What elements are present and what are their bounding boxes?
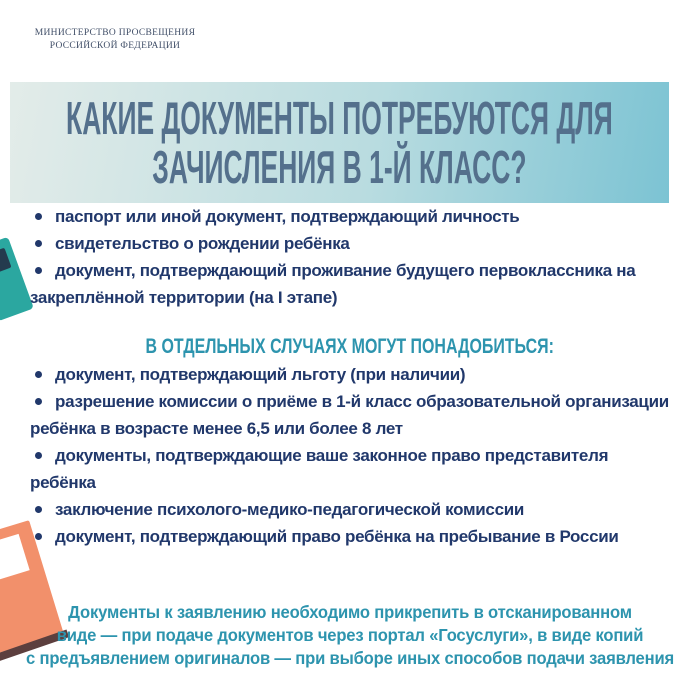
list-item [30,496,675,523]
bullet-dot-icon [35,240,42,247]
page-title-line1: КАКИЕ ДОКУМЕНТЫ ПОТРЕБУЮТСЯ ДЛЯ [66,91,613,144]
ministry-logo-line2: РОССИЙСКОЙ ФЕДЕРАЦИИ [49,41,181,51]
list-item-text: свидетельство о рождении ребёнка [55,234,350,253]
list-item [30,203,675,230]
bullet-dot-icon [35,213,42,220]
phone-illustration [0,237,34,321]
bullet-dot-icon [35,371,42,378]
list-item-text: заключение психолого-медико-педагогической комиссии [55,500,525,519]
optional-documents-list [30,361,675,550]
list-item-text: разрешение комиссии о приёме в 1-й класс образовательной организации ребёнка в возрасте менее 6,5 или более 8 лет [30,392,669,438]
footer-note-line3: с предъявлением оригиналов — при выборе иных способов подачи заявления [25,648,675,668]
list-item [30,523,675,550]
section-heading-text: В ОТДЕЛЬНЫХ СЛУЧАЯХ МОГУТ ПОНАДОБИТЬСЯ: [145,335,555,358]
section-heading [0,335,700,359]
list-item [30,361,675,388]
phone-screen-icon [0,248,12,276]
list-item [30,230,675,257]
folder-window-icon [0,534,30,579]
list-item-text: паспорт или иной документ, подтверждающий личность [55,207,520,226]
ministry-logo [30,27,200,53]
bullet-dot-icon [35,267,42,274]
list-item-text: документы, подтверждающие ваше законное право представителя ребёнка [30,446,609,492]
footer-note [0,601,700,670]
bullet-dot-icon [35,506,42,513]
footer-note-line2: виде — при подаче документов через портал «Госуслуги», в виде копий [56,625,644,645]
list-item-text: документ, подтверждающий проживание будущего первоклассника на закреплённой территории (на I этапе) [30,261,636,307]
bullet-dot-icon [35,398,42,405]
bullet-dot-icon [35,452,42,459]
ministry-logo-line1: МИНИСТЕРСТВО ПРОСВЕЩЕНИЯ [34,28,196,38]
list-item-text: документ, подтверждающий льготу (при наличии) [55,365,466,384]
list-item [30,257,675,311]
list-item [30,442,675,496]
page-title-line2: ЗАЧИСЛЕНИЯ В 1-Й КЛАСС? [152,140,527,193]
required-documents-list [30,203,675,311]
title-band [10,82,669,203]
bullet-dot-icon [35,533,42,540]
footer-note-line1: Документы к заявлению необходимо прикрепить в отсканированном [68,602,632,622]
list-item-text: документ, подтверждающий право ребёнка на пребывание в России [55,527,619,546]
list-item [30,388,675,442]
